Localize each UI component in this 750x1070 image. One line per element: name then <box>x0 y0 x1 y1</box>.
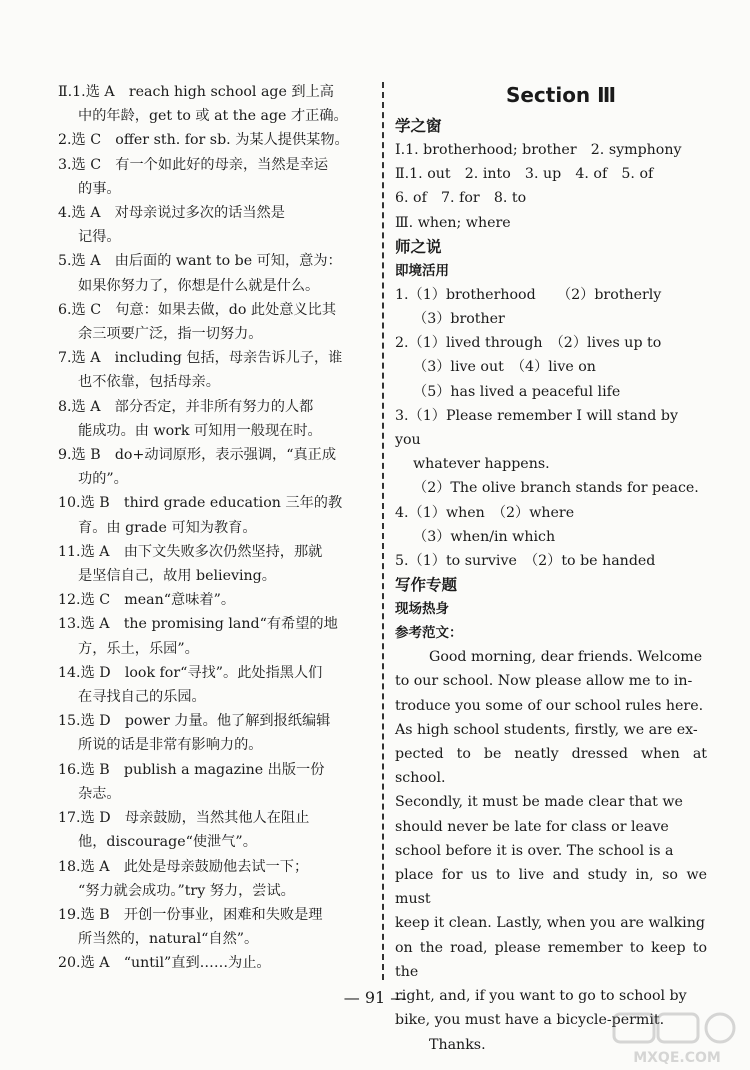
answer-line: 7.选 A including 包括，母亲告诉儿子，谁 <box>58 350 343 367</box>
essay-line: school before it is over. The school is a <box>395 842 674 859</box>
essay-line: keep it clean. Lastly, when you are walking <box>395 915 705 932</box>
answer-line: 育。由 grade 可知为教育。 <box>78 519 257 536</box>
answer-item <box>58 758 370 806</box>
answer-line: 16.选 B publish a magazine 出版一份 <box>58 761 325 778</box>
jijing-line: （2）The olive branch stands for peace. <box>413 480 699 497</box>
answer-line: 18.选 A 此处是母亲鼓励他去试一下； <box>58 858 309 875</box>
essay-line: to our school. Now please allow me to in- <box>395 673 693 690</box>
jijing-item <box>395 283 707 331</box>
answer-line: 他，discourage“使泄气”。 <box>78 834 257 851</box>
jijing-line: （3）when/in which <box>413 528 556 545</box>
jijing-item <box>395 331 707 404</box>
answer-line: 功的”。 <box>78 471 128 488</box>
answer-line: 记得。 <box>78 229 121 246</box>
jijing-line: 2.（1）lived through （2）lives up to <box>395 335 662 352</box>
answer-item <box>58 588 370 612</box>
answer-line: 19.选 B 开创一份事业，困难和失败是理 <box>58 906 323 923</box>
answer-line: 在寻找自己的乐园。 <box>78 689 206 706</box>
page-number: — 91 — <box>343 988 407 1007</box>
answer-line: 13.选 A the promising land“有希望的地 <box>58 616 338 633</box>
answer-item <box>58 709 370 757</box>
answer-item <box>58 346 370 394</box>
essay-line: on the road, please remember to keep to the <box>395 939 707 980</box>
answer-item <box>58 395 370 443</box>
answer-line: 方，乐土，乐园”。 <box>78 640 199 657</box>
answer-line: 4.选 A 对母亲说过多次的话当然是 <box>58 205 285 222</box>
xuezhichuang-answers <box>395 138 707 235</box>
answer-item <box>58 443 370 491</box>
xuezhichuang-line: Ⅰ.1. brotherhood; brother 2. symphony <box>395 142 682 158</box>
section-title: Section Ⅲ <box>505 83 617 107</box>
essay-line: troduce you some of our school rules here. <box>395 697 704 714</box>
answer-item <box>58 153 370 201</box>
heading-xianchang: 现场热身 <box>395 601 449 618</box>
answer-line: 8.选 A 部分否定，并非所有努力的人都 <box>58 398 314 415</box>
jijing-line: 1.（1）brotherhood （2）brotherly <box>395 286 662 303</box>
answer-line: 如果你努力了，你想是什么就是什么。 <box>78 277 320 294</box>
answer-item <box>58 951 370 975</box>
jijing-line: whatever happens. <box>413 456 550 473</box>
answer-item <box>58 855 370 903</box>
jijing-line: 3.（1）Please remember I will stand by you <box>395 407 678 449</box>
answer-item <box>58 903 370 951</box>
heading-shizhishuo: 师之说 <box>395 237 442 256</box>
answer-line: 20.选 A “until”直到……为止。 <box>58 955 271 972</box>
answer-item <box>58 612 370 660</box>
essay-thanks: Thanks. <box>429 1036 486 1053</box>
essay-line: place for us to live and study in, so we must <box>395 867 707 908</box>
answer-item <box>58 806 370 854</box>
answer-item <box>58 661 370 709</box>
jijing-line: （3）brother <box>413 311 505 328</box>
answer-line: 15.选 D power 力量。他了解到报纸编辑 <box>58 713 331 730</box>
answer-line: 所说的话是非常有影响力的。 <box>78 737 263 754</box>
answer-line: 9.选 B do+动词原形，表示强调，“真正成 <box>58 447 337 464</box>
answer-line: 14.选 D look for“寻找”。此处指黑人们 <box>58 664 323 681</box>
answer-line: 12.选 C mean“意味着”。 <box>58 592 236 609</box>
essay-line: should never be late for class or leave <box>395 818 669 835</box>
essay-line: Good morning, dear friends. Welcome <box>429 649 703 666</box>
xuezhichuang-line: Ⅲ. when; where <box>395 214 511 231</box>
heading-jijing: 即境活用 <box>395 262 449 279</box>
essay-line: pected to be neatly dressed when at school. <box>395 746 707 787</box>
answer-line: 的事。 <box>78 180 121 197</box>
answer-line: “努力就会成功。”try 努力，尝试。 <box>78 882 295 899</box>
right-column <box>395 80 707 1057</box>
answer-item <box>58 249 370 297</box>
answer-line: 17.选 D 母亲鼓励，当然其他人在阻止 <box>58 810 310 827</box>
xuezhichuang-line: 6. of 7. for 8. to <box>395 190 527 207</box>
jijing-line: （3）live out （4）live on <box>413 359 596 376</box>
jijing-item <box>395 404 707 501</box>
answer-line: 余三项要广泛，指一切努力。 <box>78 326 263 343</box>
jijing-line: 5.（1）to survive （2）to be handed <box>395 553 656 570</box>
essay-line: right, and, if you want to go to school by <box>395 988 687 1005</box>
answer-item <box>58 298 370 346</box>
answer-item <box>58 80 370 128</box>
answer-line: 杂志。 <box>78 785 121 802</box>
answer-logo-icon <box>612 1012 742 1066</box>
heading-xiezuo: 写作专题 <box>395 576 458 595</box>
essay-line: Secondly, it must be made clear that we <box>395 794 683 811</box>
jijing-line: （5）has lived a peaceful life <box>413 383 621 400</box>
answer-item <box>58 128 370 152</box>
essay-line: bike, you must have a bicycle-permit. <box>395 1012 665 1029</box>
answer-line: 6.选 C 句意：如果去做，do 此处意义比其 <box>58 301 337 318</box>
left-column <box>58 80 370 976</box>
answer-line: 中的年龄，get to 或 at the age 才正确。 <box>78 108 348 125</box>
heading-fanwen: 参考范文： <box>395 625 463 642</box>
answer-item <box>58 540 370 588</box>
answer-line: 也不依靠，包括母亲。 <box>78 374 220 391</box>
column-divider <box>382 82 384 980</box>
heading-xuezhichuang: 学之窗 <box>395 117 442 135</box>
jijing-line: 4.（1）when （2）where <box>395 504 575 521</box>
answer-line: 11.选 A 由下文失败多次仍然坚持，那就 <box>58 543 323 560</box>
xuezhichuang-line: Ⅱ.1. out 2. into 3. up 4. of 5. of <box>395 166 654 183</box>
jijing-answers <box>395 283 707 573</box>
answer-item <box>58 491 370 539</box>
answer-line: 所当然的，natural“自然”。 <box>78 931 259 948</box>
watermark-text: MXQE.COM <box>633 1050 721 1066</box>
answer-line: 10.选 B third grade education 三年的教 <box>58 495 343 512</box>
essay-line: As high school students, firstly, we are ex- <box>395 721 698 738</box>
answer-item <box>58 201 370 249</box>
answer-line: Ⅱ.1.选 A reach high school age 到上高 <box>58 84 334 100</box>
jijing-item <box>395 549 707 573</box>
answer-line: 是坚信自己，故用 believing。 <box>78 568 276 585</box>
answer-line: 2.选 C offer sth. for sb. 为某人提供某物。 <box>58 132 349 149</box>
answer-line: 能成功。由 work 可知用一般现在时。 <box>78 422 322 439</box>
jijing-item <box>395 501 707 549</box>
model-essay <box>395 645 707 1032</box>
answer-line: 5.选 A 由后面的 want to be 可知，意为： <box>58 253 342 270</box>
answer-line: 3.选 C 有一个如此好的母亲，当然是幸运 <box>58 156 329 173</box>
